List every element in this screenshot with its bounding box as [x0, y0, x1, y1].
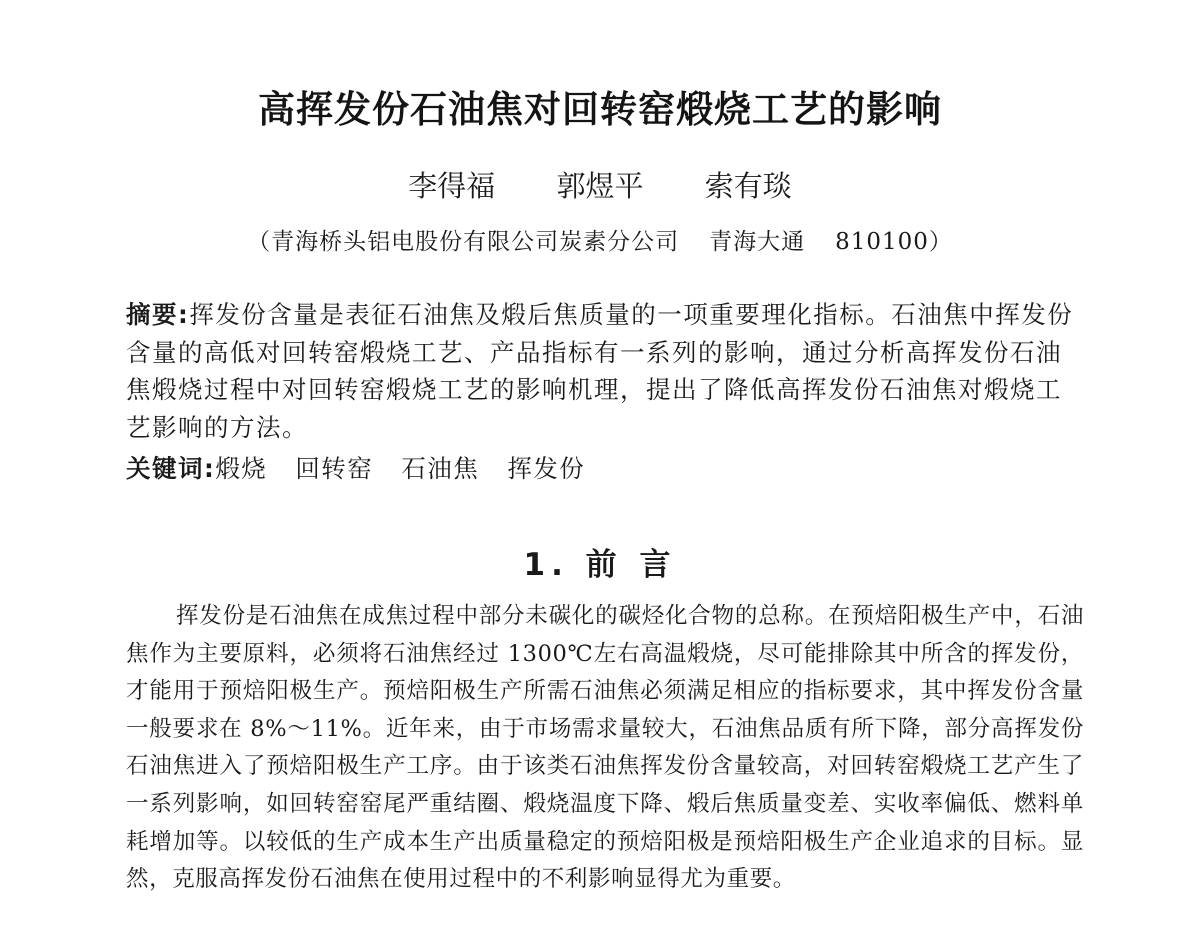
abstract-label: 摘要:	[126, 300, 190, 329]
author-name: 索有琰	[704, 169, 792, 203]
abstract-text: 挥发份含量是表征石油焦及煅后焦质量的一项重要理化指标。石油焦中挥发份含量的高低对回转窑煅烧工艺、产品指标有一系列的影响，通过分析高挥发份石油焦煅烧过程中对回转窑煅烧工艺的影响机理，提出了降低高挥发份石油焦对煅烧工艺影响的方法。	[126, 300, 1074, 442]
keyword: 回转窑	[295, 454, 374, 483]
author-affiliation	[0, 222, 1200, 262]
paper-title: 高挥发份石油焦对回转窑煅烧工艺的影响	[258, 88, 942, 131]
keywords	[126, 449, 1086, 489]
affiliation-org: （青海桥头铝电股份有限公司炭素分公司	[247, 229, 680, 255]
keyword: 石油焦	[401, 454, 480, 483]
abstract	[126, 296, 1086, 446]
section-paragraph: 挥发份是石油焦在成焦过程中部分未碳化的碳烃化合物的总称。在预焙阳极生产中，石油焦作为主要原料，必须将石油焦经过 1300℃左右高温煅烧，尽可能排除其中所含的挥发份，才能用于预焙阳极生产。预焙阳极生产所需石油焦必须满足相应的指标要求，其中挥发份含量一般要求在 8%～11%。近年来，由于市场需求量较大，石油焦品质有所下降，部分高挥发份石油焦进入了预焙阳极生产工序。由于该类石油焦挥发份含量较高，对回转窑煅烧工艺产生了一系列影响，如回转窑窑尾严重结圈、煅烧温度下降、煅后焦质量变差、实收率偏低、燃料单耗增加等。以较低的生产成本生产出质量稳定的预焙阳极是预焙阳极生产企业追求的目标。显然，克服高挥发份石油焦在使用过程中的不利影响显得尤为重要。	[126, 603, 1084, 893]
section-heading: 1. 前 言	[523, 547, 677, 583]
author-list	[0, 164, 1200, 208]
keywords-label: 关键词:	[126, 454, 216, 483]
author-name: 李得福	[408, 169, 496, 203]
keyword: 煅烧	[215, 454, 268, 483]
author-name: 郭煜平	[556, 169, 644, 203]
affiliation-location: 青海大通	[709, 229, 806, 255]
affiliation-postcode: 810100）	[835, 229, 953, 255]
keyword: 挥发份	[507, 454, 586, 483]
